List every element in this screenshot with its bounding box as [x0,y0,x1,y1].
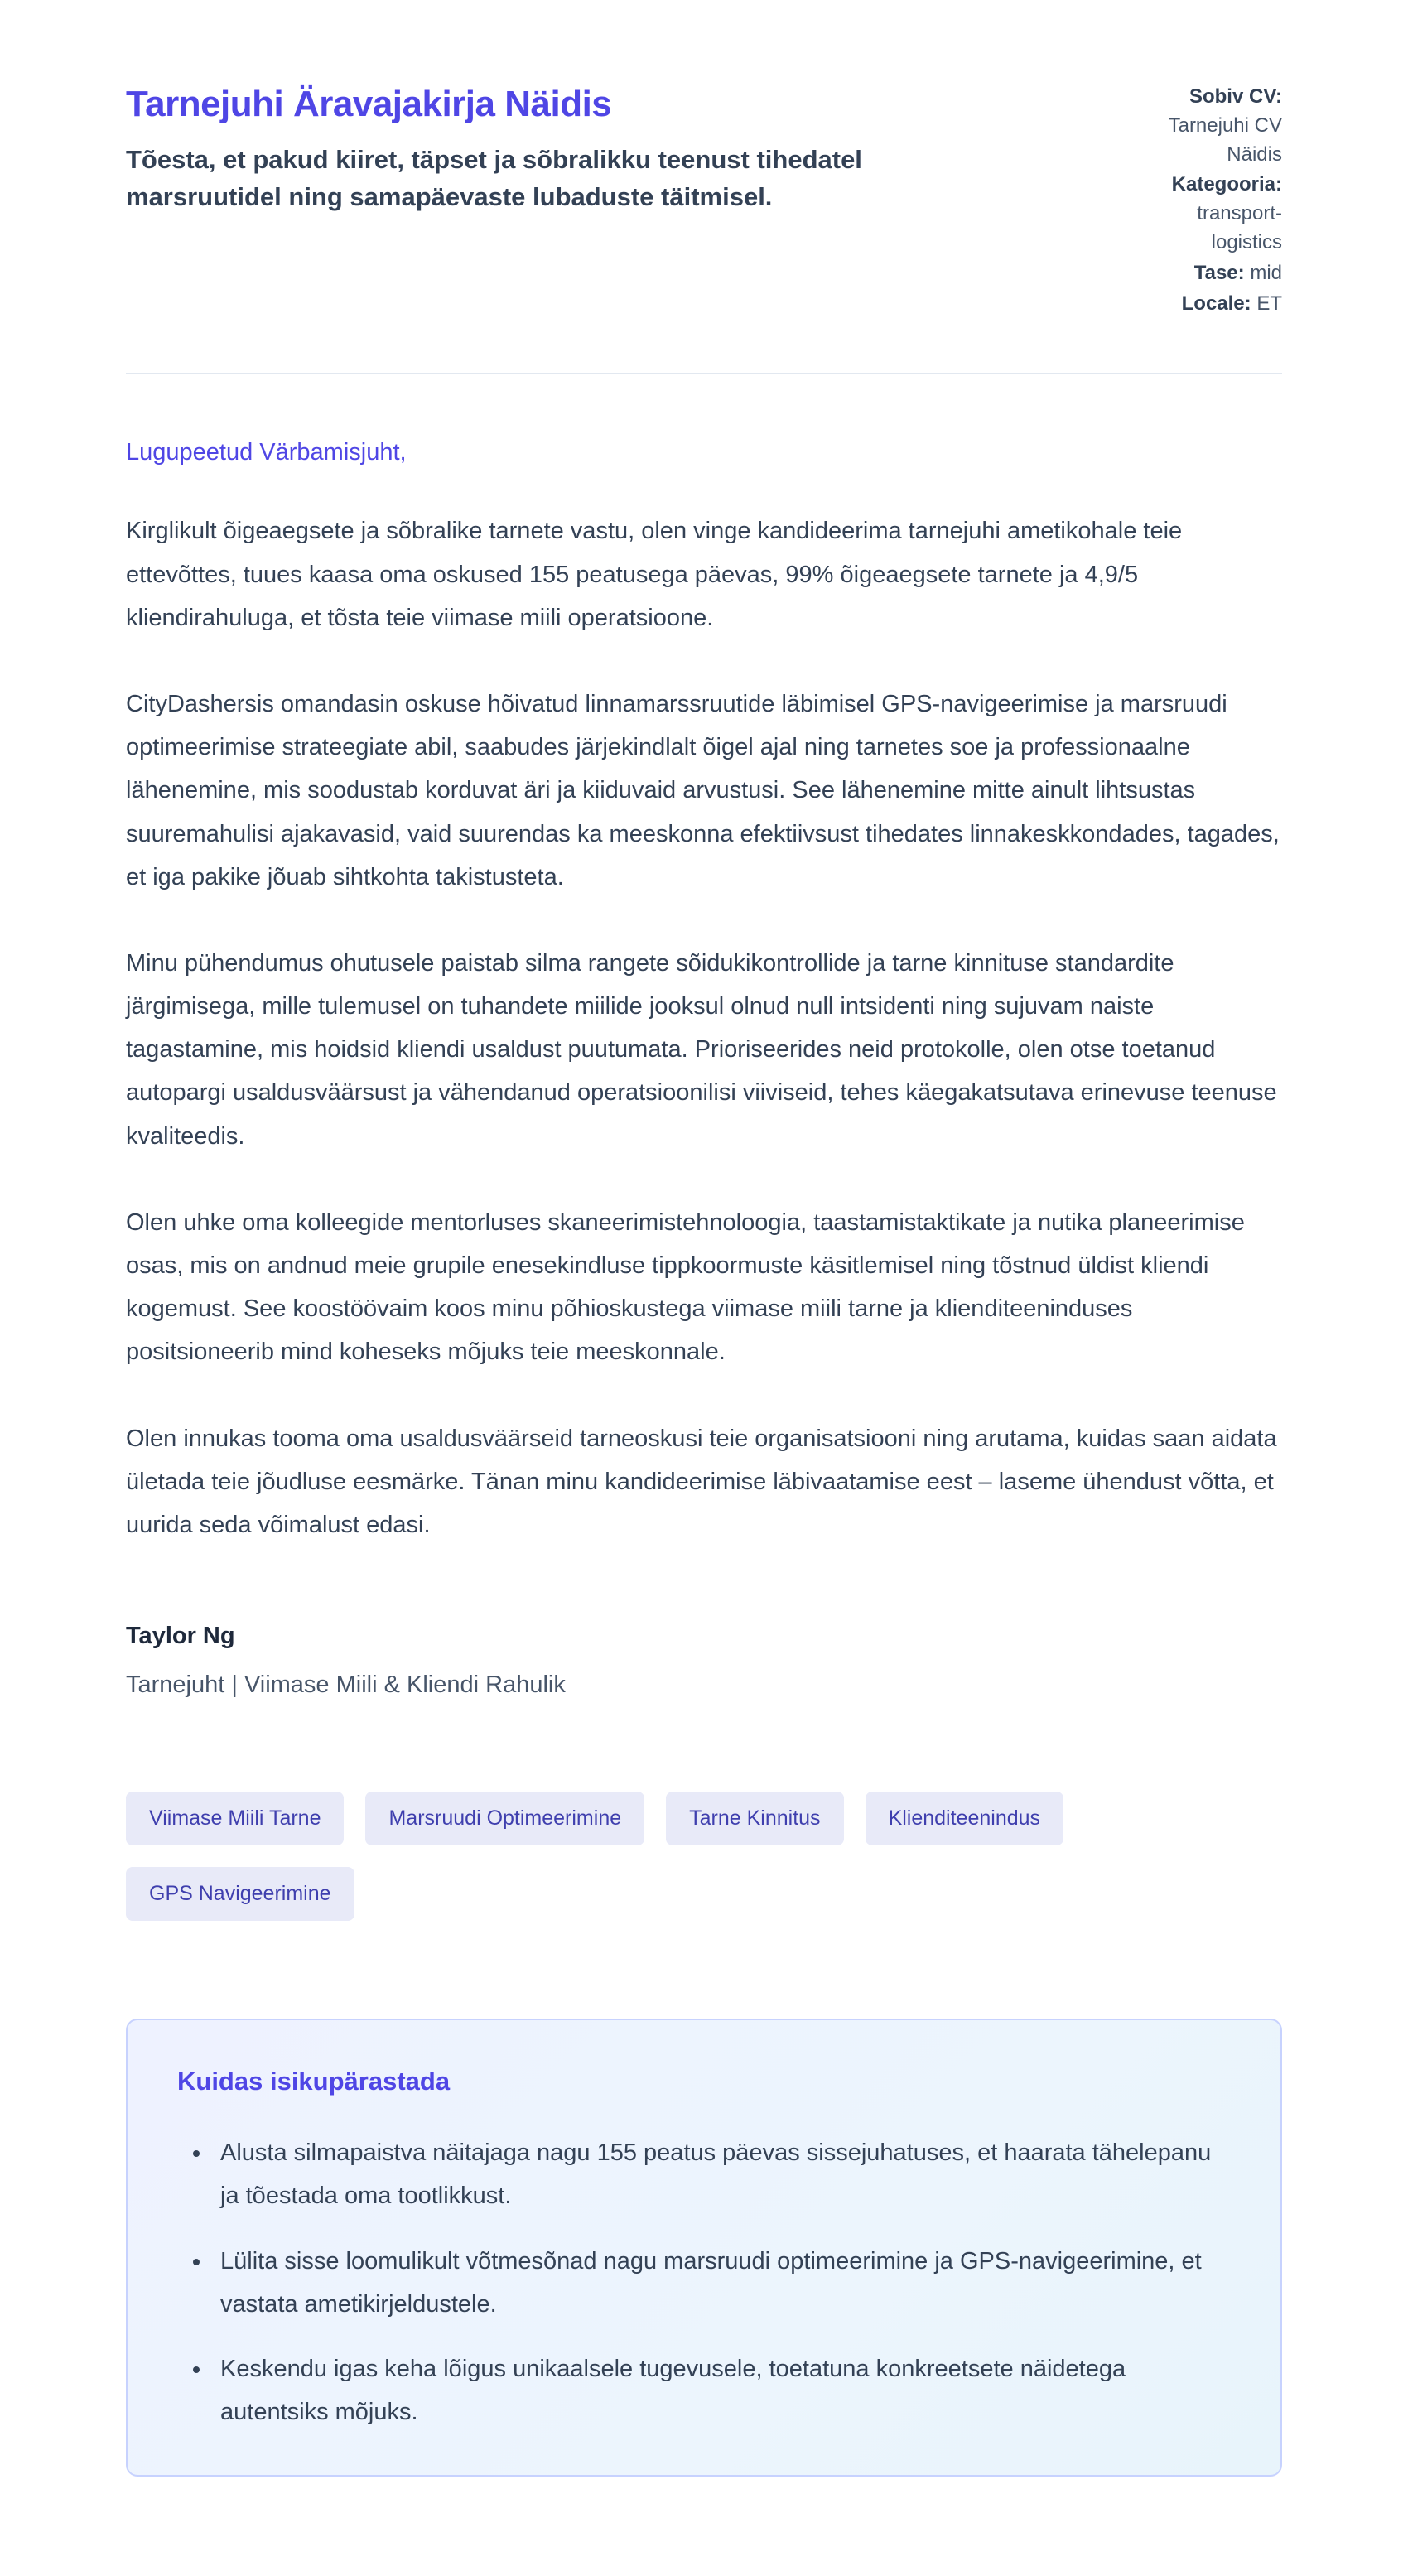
letter-paragraph: Minu pühendumus ohutusele paistab silma rangete sõidukikontrollide ja tarne kinnituse standardite järgimisega, mille tulemusel on tuhandete miilide jooksul olnud null intsidenti ning sujuvam naiste tagastamine, mis hoidsid kliendi usaldust puutumata. Prioriseerides neid protokolle, olen otse toetanud autopargi usaldusväärsust ja vähendanud operatsioonilisi viiviseid, tehes käegakatsutava erinevuse teenuse kvaliteedis. [126,949,1277,1150]
page-subtitle: Tõesta, et pakud kiiret, täpset ja sõbralikku teenust tihedatel marsruutidel ning samapäevaste lubaduste täitmisel. [126,144,862,211]
page-header [126,83,1282,320]
tag-list [126,1792,1282,1921]
signature-role: Tarnejuht | Viimase Miili & Kliendi Rahulik [126,1672,566,1699]
page-title: Tarnejuhi Äravajakirja Näidis [126,84,612,124]
callout-title: Kuidas isikupärastada [177,2067,451,2096]
header-title-block [126,83,1054,216]
letter-paragraph: CityDashersis omandasin oskuse hõivatud linnamarssruutide läbimisel GPS-navigeerimise ja marsruudi optimeerimise strateegiate abil, saabudes järjekindlalt õigel ajal ning tarnetes soe ja professionaalne lähenemine, mis soodustab korduvat äri ja kiiduvaid arvustusi. See lähenemine mitte ainult lihtsustas suuremahulisi ajakavasid, vaid suurendas ka meeskonna efektiivsust tihedates linnakeskkondades, tagades, et iga pakike jõuab sihtkohta takistusteta. [126,690,1280,890]
signature-block [126,1623,1282,1699]
header-divider [126,373,1282,374]
letter-paragraph: Olen innukas tooma oma usaldusväärseid tarneoskusi teie organisatsiooni ning arutama, kuidas saan aidata ületada teie jõudluse eesmärke. Tänan minu kandideerimise läbivaatamise eest – laseme ühendust võtta, et uurida seda võimalust edasi. [126,1425,1277,1538]
callout-list [177,2131,1231,2434]
meta-label: Kategooria: [1171,173,1282,196]
meta-label: Locale: [1181,292,1251,315]
tag-chip-marsruudi-optimeerimine[interactable]: Marsruudi Optimeerimine [365,1792,644,1845]
letter-paragraph: Kirglikult õigeaegsete ja sõbralike tarnete vastu, olen vinge kandideerima tarnejuhi ametikohale teie ettevõttes, tuues kaasa oma oskused 155 peatusega päevas, 99% õigeaegsete tarnete ja 4,9/5 kliendirahuluga, et tõsta teie viimase miili operatsioone. [126,518,1183,631]
tag-chip-gps-navigeerimine[interactable]: GPS Navigeerimine [126,1867,354,1921]
meta-entry-level [1156,259,1282,288]
letter-body [126,439,1282,1699]
tag-chip-klienditeenindus[interactable]: Klienditeenindus [866,1792,1063,1845]
meta-label: Sobiv CV: [1189,85,1282,108]
meta-value: ET [1256,292,1282,315]
meta-label: Tase: [1193,261,1245,284]
signature-name: Taylor Ng [126,1623,235,1650]
meta-block [1156,83,1282,320]
meta-entry-locale [1156,290,1282,319]
meta-value: mid [1250,261,1282,284]
meta-value: Tarnejuhi CV Näidis [1168,113,1282,166]
tag-chip-viimase-miili-tarne[interactable]: Viimase Miili Tarne [126,1792,344,1845]
meta-entry-cv [1156,83,1282,169]
callout-item: • Lülita sisse loomulikult võtmesõnad nagu marsruudi optimeerimine ja GPS-navigeerimine, et vastata ametikirjeldustele. [212,2240,1231,2326]
tag-chip-tarne-kinnitus[interactable]: Tarne Kinnitus [666,1792,843,1845]
callout-item: • Keskendu igas keha lõigus unikaalsele tugevusele, toetatuna konkreetsete näidetega autentsiks mõjuks. [212,2347,1231,2434]
meta-entry-category [1156,171,1282,257]
letter-paragraph: Olen uhke oma kolleegide mentorluses skaneerimistehnoloogia, taastamistaktikate ja nutika planeerimise osas, mis on andnud meie grupile enesekindluse tippkoormuste käsitlemisel ning tõstnud üldist kliendi kogemust. See koostöövaim koos minu põhioskustega viimase miili tarne ja klienditeeninduses positsioneerib mind koheseks mõjuks teie meeskonnale. [126,1208,1245,1366]
meta-value: transport-logistics [1197,202,1282,253]
personalization-callout [126,2019,1282,2477]
letter-greeting: Lugupeetud Värbamisjuht, [126,439,407,466]
callout-item: • Alusta silmapaistva näitajaga nagu 155 peatus päevas sissejuhatuses, et haarata tähelepanu ja tõestada oma tootlikkust. [212,2131,1231,2217]
